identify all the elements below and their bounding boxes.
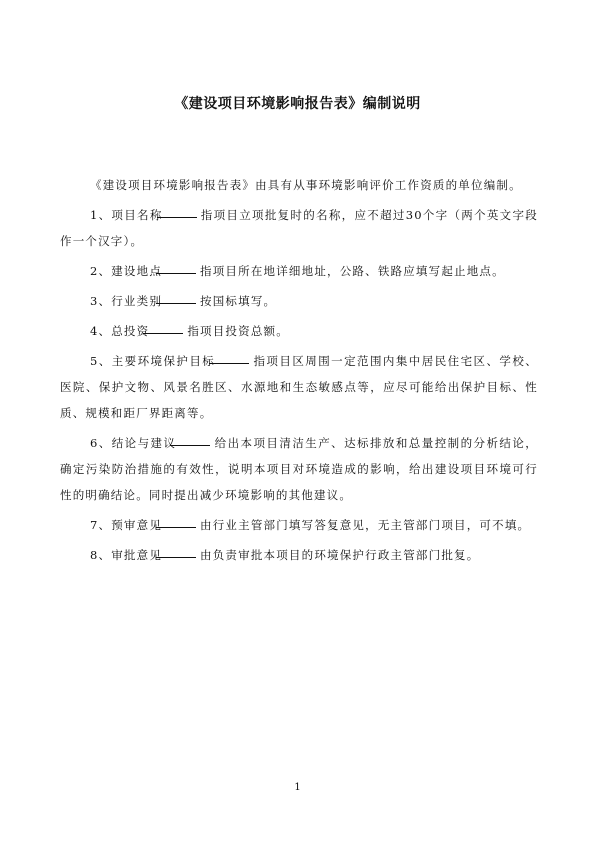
item-term: 2、建设地点 xyxy=(90,264,163,278)
item-term: 6、结论与建议 xyxy=(90,436,177,450)
item-industry-category xyxy=(60,288,538,314)
item-term: 7、预审意见 xyxy=(90,518,163,532)
item-text: 指项目立项批复时的名称，应不超过30个字（两个英文字段作一个汉字）。 xyxy=(60,208,538,248)
document-title: 《建设项目环境影响报告表》编制说明 xyxy=(174,96,421,112)
item-text: 由负责审批本项目的环境保护行政主管部门批复。 xyxy=(200,548,480,562)
item-conclusions xyxy=(60,430,538,508)
item-total-investment xyxy=(60,318,538,344)
item-text: 指项目所在地详细地址，公路、铁路应填写起止地点。 xyxy=(200,264,505,278)
item-text: 由行业主管部门填写答复意见，无主管部门项目，可不填。 xyxy=(200,518,531,532)
item-approval-opinion xyxy=(60,542,538,568)
item-project-name xyxy=(60,202,538,254)
document-body xyxy=(60,172,538,568)
item-text: 指项目投资总额。 xyxy=(187,324,289,338)
item-term: 8、审批意见 xyxy=(90,548,163,562)
item-text: 按国标填写。 xyxy=(200,294,277,308)
item-term: 4、总投资 xyxy=(90,324,150,338)
item-text: 给出本项目清洁生产、达标排放和总量控制的分析结论，确定污染防治措施的有效性，说明本项目对环境造成的影响，给出建设项目环境可行性的明确结论。同时提出减少环境影响的其他建议。 xyxy=(60,436,538,502)
item-construction-site xyxy=(60,258,538,284)
item-protection-targets xyxy=(60,348,538,426)
intro-paragraph: 《建设项目环境影响报告表》由具有从事环境影响评价工作资质的单位编制。 xyxy=(90,178,522,192)
item-term: 1、项目名称 xyxy=(90,208,163,222)
item-text: 指项目区周围一定范围内集中居民住宅区、学校、医院、保护文物、风景名胜区、水源地和生态敏感点等，应尽可能给出保护目标、性质、规模和距厂界距离等。 xyxy=(60,354,538,420)
item-term: 5、主要环境保护目标 xyxy=(90,354,216,368)
page-number: 1 xyxy=(294,782,301,793)
item-pre-review-opinion xyxy=(60,512,538,538)
item-term: 3、行业类别 xyxy=(90,294,163,308)
